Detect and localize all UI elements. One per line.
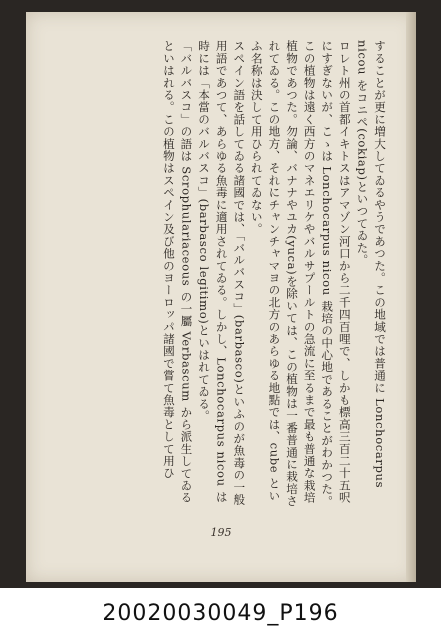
book-page — [26, 12, 416, 582]
paragraph-2: ロレト州の首都イキトスはアマゾン河口から二千四百哩で、しかも標高三百二十五呎にすぎないが、こゝは Lonchocarpus nicou 栽培の中心地であることがわかつた。この植物は遠く西方のマネエリケやバルサプールトの急流に至るまで最も普通な栽培植物であつた。勿論、バナナやユカ(yuca)を除いては、この植物は一番普通に栽培されてゐる。この地方、それにチャンチャマヨの北方のあらゆる地點では、cube といふ名称は決して用ひられてゐない。 — [249, 40, 352, 508]
paragraph-3: スペイン語を話してゐる諸國では、「バルバスコ」(barbasco)といふのが魚毒の一般用語であつて、あらゆる魚毒に適用されてゐる。しかし、Lonchocarpus nicou は時には「本當のバルバスコ」(barbasco legitimo)といはれてゐる。 — [197, 40, 247, 506]
vertical-text-body — [60, 40, 388, 510]
paragraph-4: 「バルバスコ」の語は Scrophulariaceous の一屬 Verbascum から派生してゐるといはれる。この植物はスペイン及び他のヨーロッパ諸國で嘗て魚毒として用ひ — [161, 40, 194, 504]
image-id-caption: 20020030049_P196 — [102, 601, 339, 626]
page-binding-edge — [406, 12, 416, 582]
paragraph-1: することが更に増大してゐるやうであつた。この地域では普通に Lonchocarpus nicou をコニペ(cokiap)といつてゐた。 — [355, 40, 387, 489]
page-number: 195 — [210, 526, 232, 539]
